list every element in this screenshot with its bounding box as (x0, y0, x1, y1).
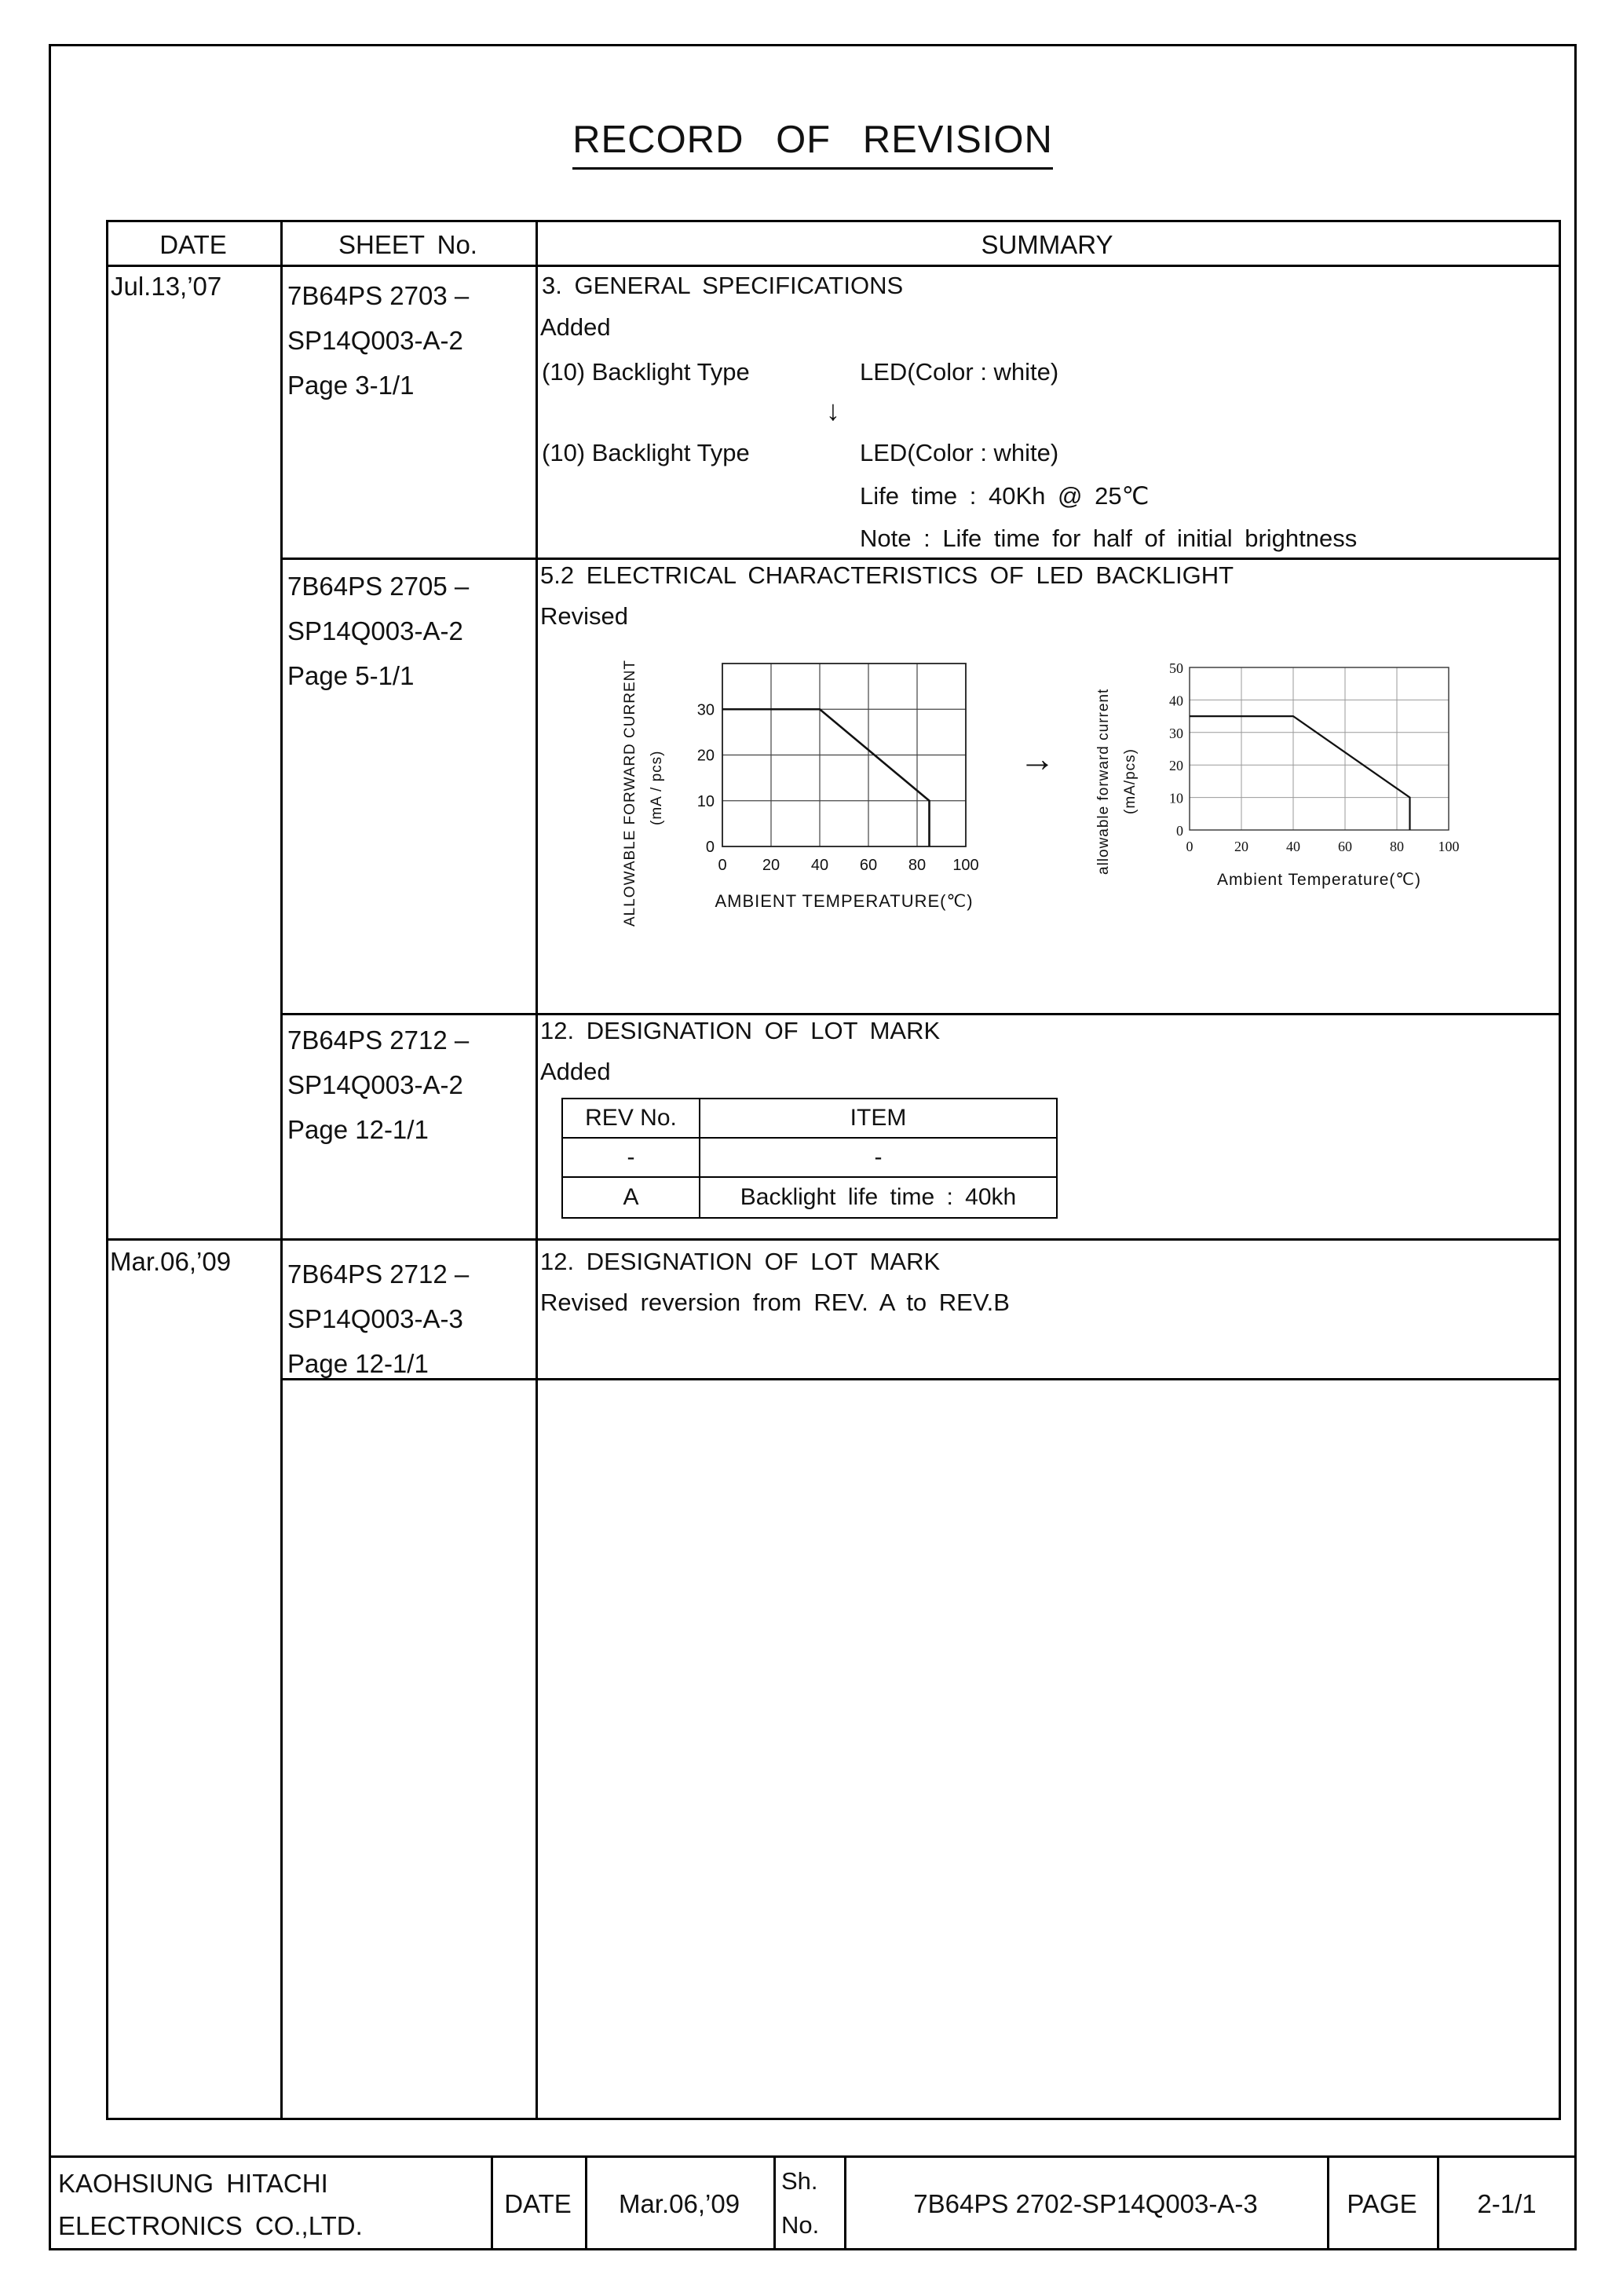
company-name-line: KAOHSIUNG HITACHI (58, 2169, 328, 2198)
summary-heading: 5.2 ELECTRICAL CHARACTERISTICS OF LED BACKLIGHT (540, 561, 1234, 589)
footer-date-value: Mar.06,’09 (618, 2189, 740, 2218)
company-name (58, 2163, 363, 2247)
led-current-chart-before (620, 650, 1001, 952)
lot-mark-table (561, 1098, 1058, 1219)
sheet-no-block (287, 564, 469, 698)
led-current-chart-after (1095, 656, 1484, 915)
summary-action: Added (540, 313, 611, 341)
svg-text:10: 10 (696, 792, 715, 810)
svg-text:AMBIENT TEMPERATURE(℃): AMBIENT TEMPERATURE(℃) (715, 891, 974, 911)
sheet-no-line: 7B64PS 2712 – (287, 1026, 470, 1055)
page-title (49, 118, 1577, 162)
svg-text:30: 30 (1169, 725, 1183, 741)
entry-date: Jul.13,’07 (111, 272, 222, 301)
summary-heading: 12. DESIGNATION OF LOT MARK (540, 1248, 941, 1275)
table-border-line (536, 220, 538, 2120)
svg-text:60: 60 (859, 857, 878, 874)
sheet-no-line: 7B64PS 2705 – (287, 572, 470, 601)
footer-border-line (49, 2155, 1577, 2158)
sheet-no-block (287, 1018, 469, 1152)
sheet-no-line: Page 5-1/1 (287, 661, 415, 690)
svg-text:80: 80 (908, 857, 927, 874)
company-name-line: ELECTRONICS CO.,LTD. (58, 2211, 363, 2240)
table-border-line (106, 220, 1561, 222)
table-border-line (106, 2118, 1561, 2120)
table-border-line (280, 1013, 1561, 1015)
footer-sheet-no-label (781, 2159, 819, 2247)
footer-page-value: 2-1/1 (1477, 2189, 1537, 2218)
sheet-no-line: Page 3-1/1 (287, 371, 415, 400)
svg-text:0: 0 (1176, 823, 1183, 839)
table-border-line (280, 1378, 1561, 1380)
svg-text:40: 40 (1169, 693, 1183, 709)
lot-table-header-item: ITEM (700, 1099, 1057, 1138)
table-border-line (106, 1238, 1561, 1241)
summary-action: Revised reversion from REV. A to REV.B (540, 1289, 1010, 1316)
lot-table-cell: - (562, 1138, 700, 1177)
svg-text:80: 80 (1390, 839, 1404, 854)
lot-table-cell: A (562, 1177, 700, 1218)
svg-text:60: 60 (1338, 839, 1352, 854)
svg-text:Ambient Temperature(℃): Ambient Temperature(℃) (1217, 871, 1421, 889)
summary-heading: 3. GENERAL SPECIFICATIONS (542, 272, 904, 299)
spec-item-value: LED(Color : white) (860, 439, 1059, 466)
svg-text:30: 30 (696, 701, 715, 719)
chart-plot (1154, 656, 1484, 907)
footer-document-number: 7B64PS 2702-SP14Q003-A-3 (913, 2189, 1258, 2218)
summary-heading: 12. DESIGNATION OF LOT MARK (540, 1017, 941, 1044)
page-title-text: RECORD OF REVISION (572, 119, 1053, 170)
column-header-sheet-no: SHEET No. (338, 230, 477, 259)
svg-text:20: 20 (1234, 839, 1248, 854)
table-border-line (280, 220, 283, 2120)
footer-border-line (773, 2155, 776, 2248)
table-border-line (106, 265, 1561, 267)
spec-item-label: (10) Backlight Type (542, 439, 750, 466)
sheet-no-line: Page 12-1/1 (287, 1115, 429, 1144)
spec-item-value: LED(Color : white) (860, 358, 1059, 386)
sheet-no-line: 7B64PS 2712 – (287, 1260, 470, 1289)
svg-text:0: 0 (705, 839, 715, 856)
svg-text:20: 20 (1169, 758, 1183, 774)
svg-text:0: 0 (1186, 839, 1193, 854)
chart-plot (683, 654, 997, 945)
spec-item-label: (10) Backlight Type (542, 358, 750, 386)
sheet-no-line: SP14Q003-A-2 (287, 1070, 463, 1099)
lot-table-header-rev: REV No. (562, 1099, 700, 1138)
svg-text:100: 100 (952, 857, 979, 874)
spec-item-detail: Life time : 40Kh @ 25℃ (860, 482, 1150, 510)
y-axis-label: ALLOWABLE FORWARD CURRENT (622, 660, 638, 927)
sheet-no-line: 7B64PS 2703 – (287, 281, 470, 310)
spec-item-note: Note : Life time for half of initial brightness (860, 525, 1358, 552)
y-axis-units-label: (mA/pcs) (1122, 748, 1139, 814)
sheet-no-line: SP14Q003-A-2 (287, 616, 463, 645)
svg-text:40: 40 (1286, 839, 1300, 854)
svg-text:50: 50 (1169, 660, 1183, 676)
sheet-no-line: SP14Q003-A-2 (287, 326, 463, 355)
svg-text:0: 0 (718, 857, 727, 874)
svg-text:40: 40 (810, 857, 829, 874)
y-axis-label: allowable forward current (1095, 688, 1112, 875)
svg-text:100: 100 (1438, 839, 1460, 854)
footer-sheet-no-label-line: Sh. (781, 2167, 818, 2195)
arrow-right-icon: → (1019, 738, 1055, 779)
lot-table-cell: Backlight life time : 40kh (700, 1177, 1057, 1218)
svg-text:10: 10 (1169, 790, 1183, 806)
svg-text:20: 20 (762, 857, 780, 874)
entry-date: Mar.06,’09 (110, 1247, 232, 1276)
summary-action: Added (540, 1058, 611, 1085)
y-axis-units-label: (mA / pcs) (649, 750, 665, 825)
column-header-date: DATE (159, 230, 227, 259)
sheet-no-line: SP14Q003-A-3 (287, 1304, 463, 1333)
lot-table-cell: - (700, 1138, 1057, 1177)
table-border-line (106, 220, 108, 2120)
sheet-no-line: Page 12-1/1 (287, 1349, 429, 1378)
table-border-line (280, 558, 1561, 560)
footer-sheet-no-label-line: No. (781, 2211, 820, 2239)
footer-date-label: DATE (504, 2189, 572, 2218)
sheet-no-block (287, 1252, 469, 1386)
footer-page-label: PAGE (1347, 2189, 1417, 2218)
sheet-no-block (287, 273, 469, 408)
arrow-down-icon: ↓ (826, 394, 840, 426)
column-header-summary: SUMMARY (981, 230, 1113, 259)
table-border-line (1559, 220, 1561, 2120)
summary-action: Revised (540, 602, 628, 630)
svg-text:20: 20 (696, 747, 715, 765)
